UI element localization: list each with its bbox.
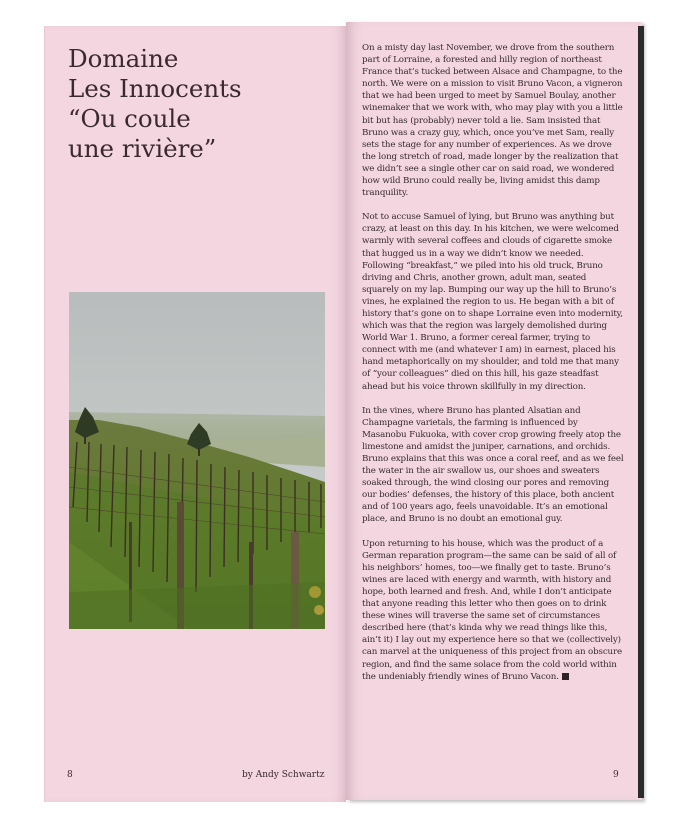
page-number-right: 9 [613,770,619,780]
end-mark-icon [562,673,569,680]
title-line-2: Les Innocents [68,74,242,103]
paragraph-1: On a misty day last November, we drove from the southern part of Lorraine, a forested and hilly region of northeast France that’s tucked between Alsace and Champagne, to the north. We were on a mission to visit Bruno Vacon, a vigneron that we had been urged to meet by Samuel Boulay, another winemaker that we work with, who may play with you a little bit but has (probably) never told a lie. Sam insisted that Bruno was a crazy guy, which, once you’ve met Sam, really sets the stage for any number of experiences. As we drove the long stretch of road, made longer by the realization that we didn’t see a single other car on said road, we wondered how wild Bruno could really be, living amidst this damp tranquility. [362,43,623,199]
paragraph-4: Upon returning to his house, which was the product of a German reparation program—the same can be said of all of his neighbors’ homes, too—we finally get to taste. Bruno’s wines are laced with energy and warmth, with history and hope, both learned and fresh. And, while I don’t anticipate that anyone reading this letter who then goes on to drink these wines will traverse the same set of circumstances described here (that’s kinda why we read things like this, ain’t it) I lay out my experience here so that we (collectively) can marvel at the uniqueness of this project from an obscure region, and find the same solace from the cold world within the undeniably friendly wines of Bruno Vacon. [362,538,622,682]
page-number-left: 8 [67,770,73,780]
page-edge [638,26,644,798]
title-line-4: une rivière” [68,134,217,163]
title-line-1: Domaine [68,44,179,73]
paragraph-2: Not to accuse Samuel of lying, but Bruno was anything but crazy, at least on this day. In his kitchen, we were welcomed warmly with several coffees and clouds of cigarette smoke that hugged us in a way we didn’t know we needed. Following “breakfast,” we piled into his old truck, Bruno driving and Chris, another grown, adult man, seated squarely on my lap. Bumping our way up the hill to Bruno’s vines, he explained the region to us. He began with a bit of history that’s gone on to shape Lorraine even into modernity, which was that the region was largely demolished during World War 1. Bruno, a former cereal farmer, trying to connect with me (and whatever I am) in earnest, placed his hand metaphorically on my shoulder, and told me that many of “your colleagues” died on this hill, his gaze steadfast ahead but his voice thrown skillfully in my direction. [362,212,623,392]
byline: by Andy Schwartz [242,770,325,780]
article-title [68,44,328,164]
paragraph-4-wrapper [362,538,624,683]
paragraph-3: In the vines, where Bruno has planted Alsatian and Champagne varietals, the farming is influenced by Masanobu Fukuoka, with cover crop growing freely atop the limestone and amidst the juniper, carnations, and orchids. Bruno explains that this was once a coral reef, and as we feel the water in the air swallow us, our shoes and sweaters soaked through, the wind closing our pores and removing our bodies’ defenses, the history of this place, both ancient and of 100 years ago, feels unavoidable. It’s an emotional place, and Bruno is no doubt an emotional guy. [362,405,624,525]
title-line-3: “Ou coule [68,104,191,133]
vineyard-photo [69,292,325,629]
article-body [362,42,624,695]
